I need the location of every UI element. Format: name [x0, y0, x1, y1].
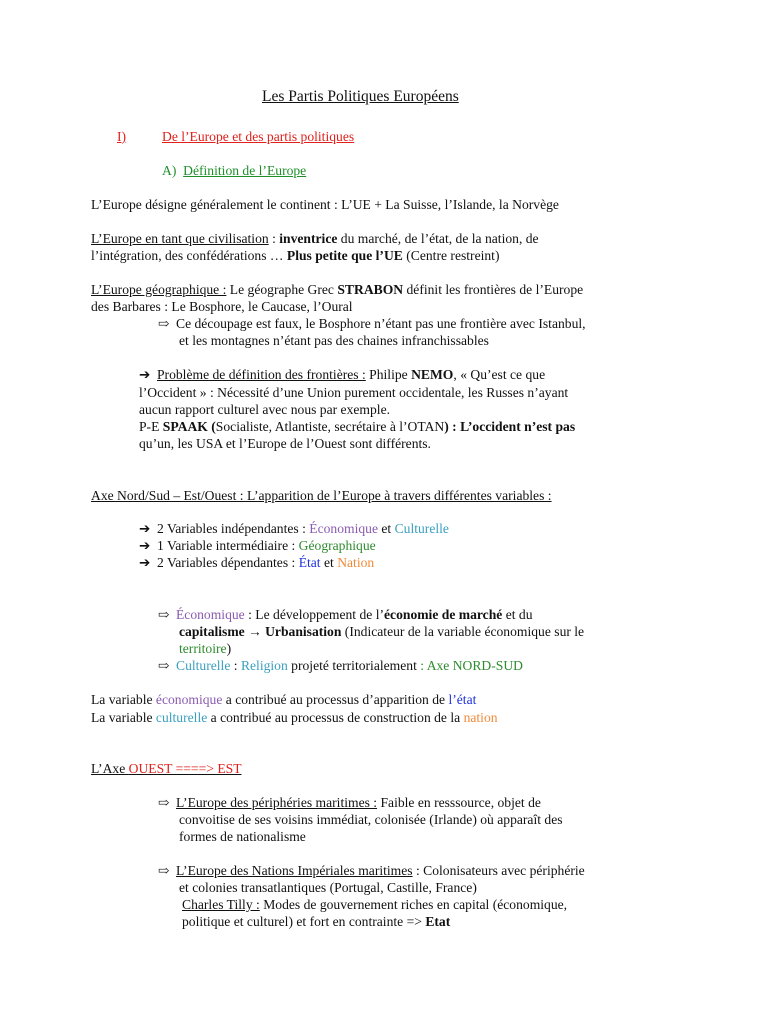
nations-line-2: et colonies transatlantiques (Portugal, Castille, France) — [179, 880, 477, 895]
frontieres-line-4: P-E SPAAK (Socialiste, Atlantiste, secrétaire à l’OTAN) : L’occident n’est pas — [139, 419, 576, 434]
economique-line-3: territoire) — [179, 641, 232, 656]
variable-intermediaire: ➔ 1 Variable intermédiaire : Géographique — [139, 538, 376, 553]
economique-line-1: ⇨ Économique : Le développement de l’économie de marché et du — [158, 607, 533, 622]
hollow-arrow-icon: ⇨ — [158, 316, 170, 331]
peripheries-line-3: formes de nationalisme — [179, 829, 306, 844]
geographique-line-2: des Barbares : Le Bosphore, le Caucase, l’Oural — [91, 299, 353, 314]
civilisation-line-2: l’intégration, des confédérations … Plus petite que l’UE (Centre restreint) — [91, 248, 500, 263]
peripheries-line-1: ⇨ L’Europe des périphéries maritimes : Faible en resssource, objet de — [158, 795, 541, 810]
geographique-bullet: ⇨ Ce découpage est faux, le Bosphore n’étant pas une frontière avec Istanbul, — [158, 316, 586, 331]
page-title: Les Partis Politiques Européens — [262, 88, 459, 105]
frontieres-line-5: qu’un, les USA et l’Europe de l’Ouest sont différents. — [139, 436, 431, 451]
civilisation-line-1: L’Europe en tant que civilisation : inventrice du marché, de l’état, de la nation, de — [91, 231, 539, 246]
peripheries-line-2: convoitise de ses voisins immédiat, colonisée (Irlande) où apparaît des — [179, 812, 563, 827]
solid-arrow-icon: ➔ — [139, 555, 151, 570]
axe-ouest-est-heading: L’Axe OUEST ====> EST — [91, 761, 242, 776]
variable-dependantes: ➔ 2 Variables dépendantes : État et Nation — [139, 555, 375, 570]
variable-economique-sentence: La variable économique a contribué au processus d’apparition de l’état — [91, 692, 477, 707]
hollow-arrow-icon: ⇨ — [158, 658, 170, 673]
axe-nord-sud-heading: Axe Nord/Sud – Est/Ouest : L’apparition de l’Europe à travers différentes variables : — [91, 488, 552, 503]
economique-line-2: capitalisme → Urbanisation (Indicateur de la variable économique sur le — [179, 624, 585, 639]
geographique-bullet-cont: et les montagnes n’étant pas des chaines infranchissables — [179, 333, 489, 348]
hollow-arrow-icon: ⇨ — [158, 863, 170, 878]
hollow-arrow-icon: ⇨ — [158, 795, 170, 810]
definition-paragraph: L’Europe désigne généralement le continent : L’UE + La Suisse, l’Islande, la Norvège — [91, 197, 559, 212]
solid-arrow-icon: ➔ — [139, 521, 151, 536]
section-heading: De l’Europe et des partis politiques — [162, 129, 355, 144]
frontieres-line-3: aucun rapport culturel avec nous par exemple. — [139, 402, 390, 417]
geographique-line-1: L’Europe géographique : Le géographe Grec STRABON définit les frontières de l’Europe — [91, 282, 584, 297]
section-number: I) — [117, 129, 127, 144]
subsection-heading: A) Définition de l’Europe — [162, 163, 307, 178]
nations-line-3: Charles Tilly : Modes de gouvernement riches en capital (économique, — [182, 897, 568, 912]
solid-arrow-icon: ➔ — [139, 367, 151, 382]
nations-line-4: politique et culturel) et fort en contrainte => Etat — [182, 914, 451, 929]
variable-culturelle-sentence: La variable culturelle a contribué au processus de construction de la nation — [91, 710, 498, 725]
nations-line-1: ⇨ L’Europe des Nations Impériales maritimes : Colonisateurs avec périphérie — [158, 863, 585, 878]
frontieres-line-1: ➔ Problème de définition des frontières : Philipe NEMO, « Qu’est ce que — [139, 367, 546, 382]
hollow-arrow-icon: ⇨ — [158, 607, 170, 622]
culturelle-line: ⇨ Culturelle : Religion projeté territorialement : Axe NORD-SUD — [158, 658, 523, 673]
right-arrow-icon: → — [248, 624, 262, 639]
variable-independantes: ➔ 2 Variables indépendantes : Économique et Culturelle — [139, 521, 449, 536]
frontieres-line-2: l’Occident » : Nécessité d’une Union purement occidentale, les Russes n’ayant — [139, 385, 569, 400]
solid-arrow-icon: ➔ — [139, 538, 151, 553]
